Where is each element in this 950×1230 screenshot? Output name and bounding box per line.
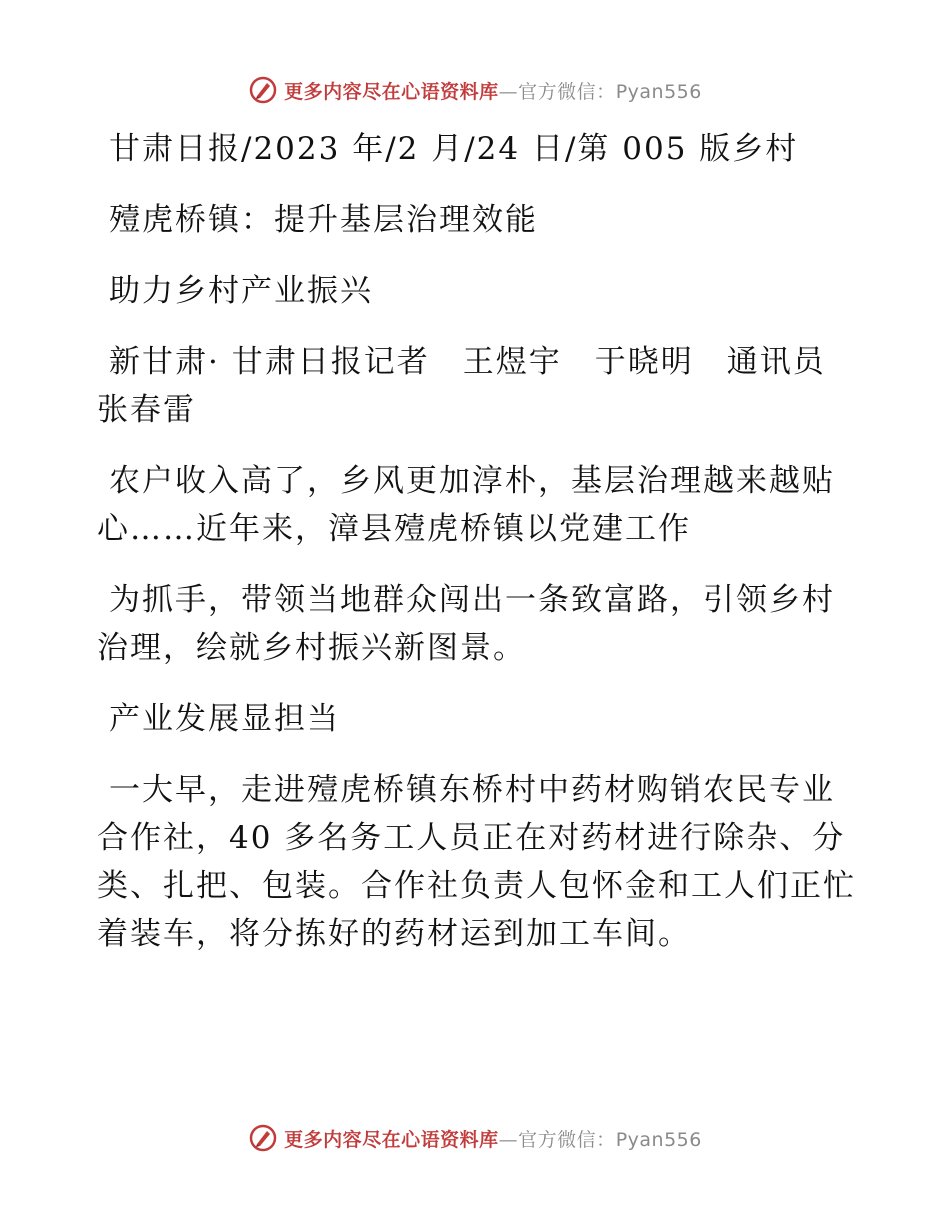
footer-banner-main: 更多内容尽在心语资料库	[284, 1128, 499, 1151]
footer-banner-id: Pyan556	[615, 1128, 702, 1151]
article-title-line-2: 助力乡村产业振兴	[109, 273, 373, 309]
footer-banner	[0, 1118, 950, 1158]
header-banner-main: 更多内容尽在心语资料库	[284, 80, 499, 103]
article-body	[97, 125, 857, 981]
footer-banner-dash: —	[498, 1128, 519, 1151]
header-banner-official: 官方微信：	[518, 80, 616, 103]
paragraph-1: 农户收入高了，乡风更加淳朴，基层治理越来越贴心……近年来，漳县殪虎桥镇以党建工作	[97, 463, 835, 547]
header-banner-dash: —	[498, 80, 519, 103]
paragraph-2: 为抓手，带领当地群众闯出一条致富路，引领乡村治理，绘就乡村振兴新图景。	[97, 582, 835, 666]
byline: 新甘肃· 甘肃日报记者 王煜宇 于晓明 通讯员 张春雷	[97, 344, 859, 428]
footer-banner-official: 官方微信：	[518, 1128, 616, 1151]
header-banner-id: Pyan556	[615, 80, 702, 103]
footer-banner-text	[284, 1125, 702, 1152]
paragraph-3: 一大早，走进殪虎桥镇东桥村中药材购销农民专业合作社，40 多名务工人员正在对药材进行除杂、分类、扎把、包装。合作社负责人包怀金和工人们正忙着装车，将分拣好的药材运到加工车间。	[97, 772, 856, 952]
article-title-line-1: 殪虎桥镇：提升基层治理效能	[109, 202, 538, 238]
pen-logo-icon	[248, 1123, 278, 1153]
header-banner-text	[284, 77, 702, 104]
subheading: 产业发展显担当	[109, 701, 340, 737]
source-line: 甘肃日报/2023 年/2 月/24 日/第 005 版乡村	[109, 131, 799, 167]
pen-logo-icon	[248, 75, 278, 105]
header-banner	[0, 70, 950, 110]
